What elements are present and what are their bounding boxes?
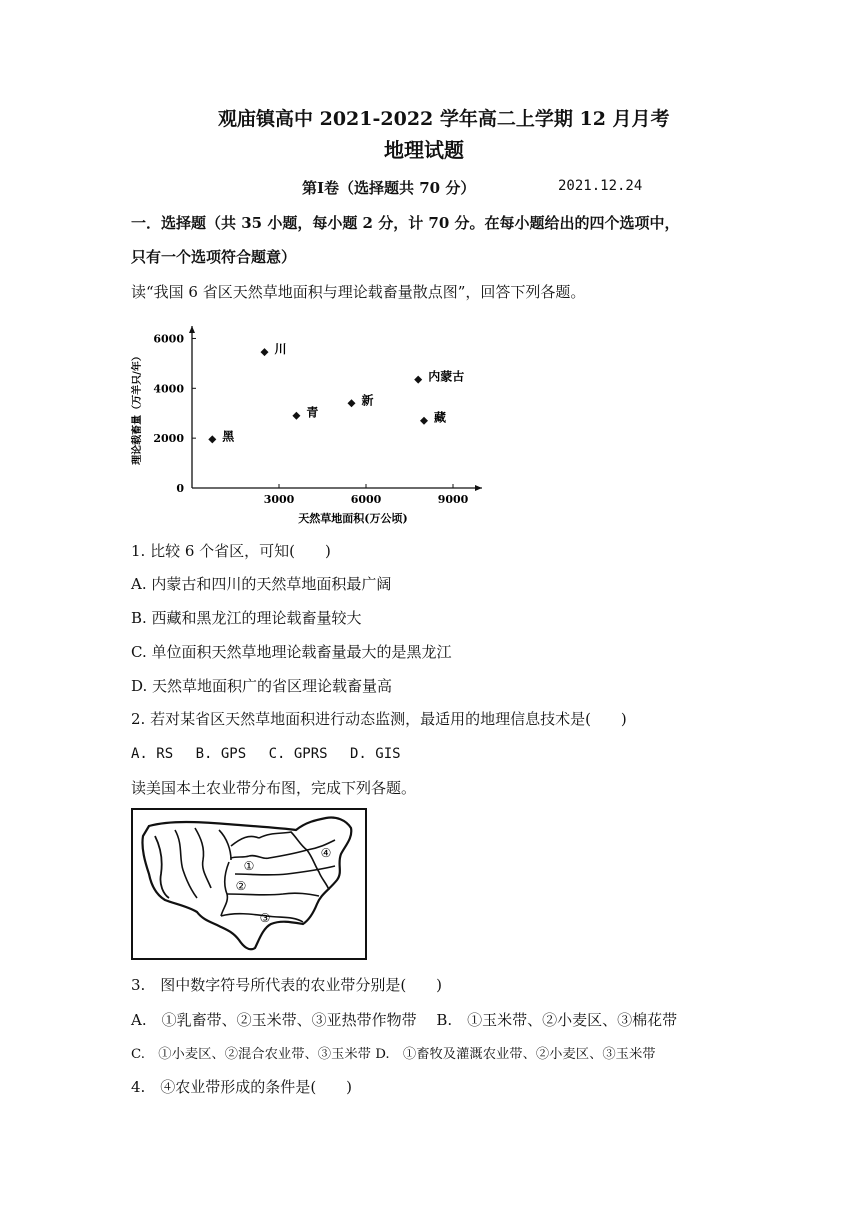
y-axis-arrow	[189, 326, 195, 333]
x-tick-label: 6000	[350, 493, 382, 506]
data-point	[208, 435, 216, 443]
map-label-1: ①	[243, 859, 255, 873]
exam-date: 2021.12.24	[558, 178, 643, 194]
x-axis-label: 天然草地面积(万公顷)	[298, 512, 408, 525]
chart-axes	[189, 326, 482, 491]
data-point	[420, 417, 428, 425]
point-label: 黑	[222, 429, 235, 444]
point-label: 川	[274, 342, 287, 357]
data-point	[292, 412, 300, 420]
exam-title: 观庙镇高中 2021-2022 学年高二上学期 12 月月考	[218, 108, 670, 130]
map-label-4: ④	[320, 846, 332, 860]
q1-option-a: A. 内蒙古和四川的天然草地面积最广阔	[131, 575, 392, 593]
q1-option-c: C. 单位面积天然草地理论载畜量最大的是黑龙江	[131, 643, 452, 661]
q1-option-d: D. 天然草地面积广的省区理论载畜量高	[131, 677, 393, 695]
point-label: 青	[306, 405, 319, 420]
intro-map: 读美国本土农业带分布图，完成下列各题。	[131, 779, 417, 797]
map-label-2: ②	[235, 879, 247, 893]
point-label: 藏	[434, 410, 447, 425]
scatter-chart	[128, 318, 498, 530]
q4-stem: 4. ④农业带形成的条件是( )	[131, 1078, 353, 1096]
x-tick-label: 9000	[437, 493, 469, 506]
intro-scatter: 读“我国 6 省区天然草地面积与理论载畜量散点图”，回答下列各题。	[131, 283, 586, 301]
subject-title: 地理试题	[384, 138, 464, 162]
y-tick-label: 0	[176, 482, 184, 495]
us-agriculture-map	[131, 808, 367, 960]
q2-stem: 2. 若对某省区天然草地面积进行动态监测，最适用的地理信息技术是( )	[131, 710, 627, 728]
data-point	[261, 348, 269, 356]
point-label: 新	[361, 393, 374, 408]
q3-line1: A. ①乳畜带、②玉米带、③亚热带作物带 B. ①玉米带、②小麦区、③棉花带	[131, 1011, 678, 1029]
data-point	[414, 376, 422, 384]
q1-stem: 1. 比较 6 个省区，可知( )	[131, 542, 331, 560]
y-tick-label: 2000	[153, 432, 184, 446]
volume-label: 第Ⅰ卷（选择题共 70 分）	[302, 179, 476, 197]
y-tick-label: 4000	[153, 382, 184, 396]
section-heading: 一．选择题（共 35 小题，每小题 2 分，计 70 分。在每小题给出的四个选项中，	[131, 214, 680, 232]
q1-option-b: B. 西藏和黑龙江的理论载畜量较大	[131, 609, 362, 627]
y-axis-label: 理论载畜量（万羊只/年）	[132, 351, 143, 465]
x-axis-arrow	[475, 485, 482, 491]
map-label-3: ③	[259, 911, 271, 925]
q3-line2: C. ①小麦区、②混合农业带、③玉米带 D. ①畜牧及灌溉农业带、②小麦区、③玉米带	[131, 1047, 656, 1062]
q3-stem: 3. 图中数字符号所代表的农业带分别是( )	[131, 976, 443, 994]
x-tick-label: 3000	[263, 493, 295, 506]
section-heading-cont: 只有一个选项符合题意）	[131, 248, 297, 266]
y-tick-label: 6000	[153, 332, 184, 346]
q2-options: A. RS B. GPS C. GPRS D. GIS	[131, 746, 401, 762]
point-label: 内蒙古	[428, 369, 465, 384]
data-point	[348, 399, 356, 407]
